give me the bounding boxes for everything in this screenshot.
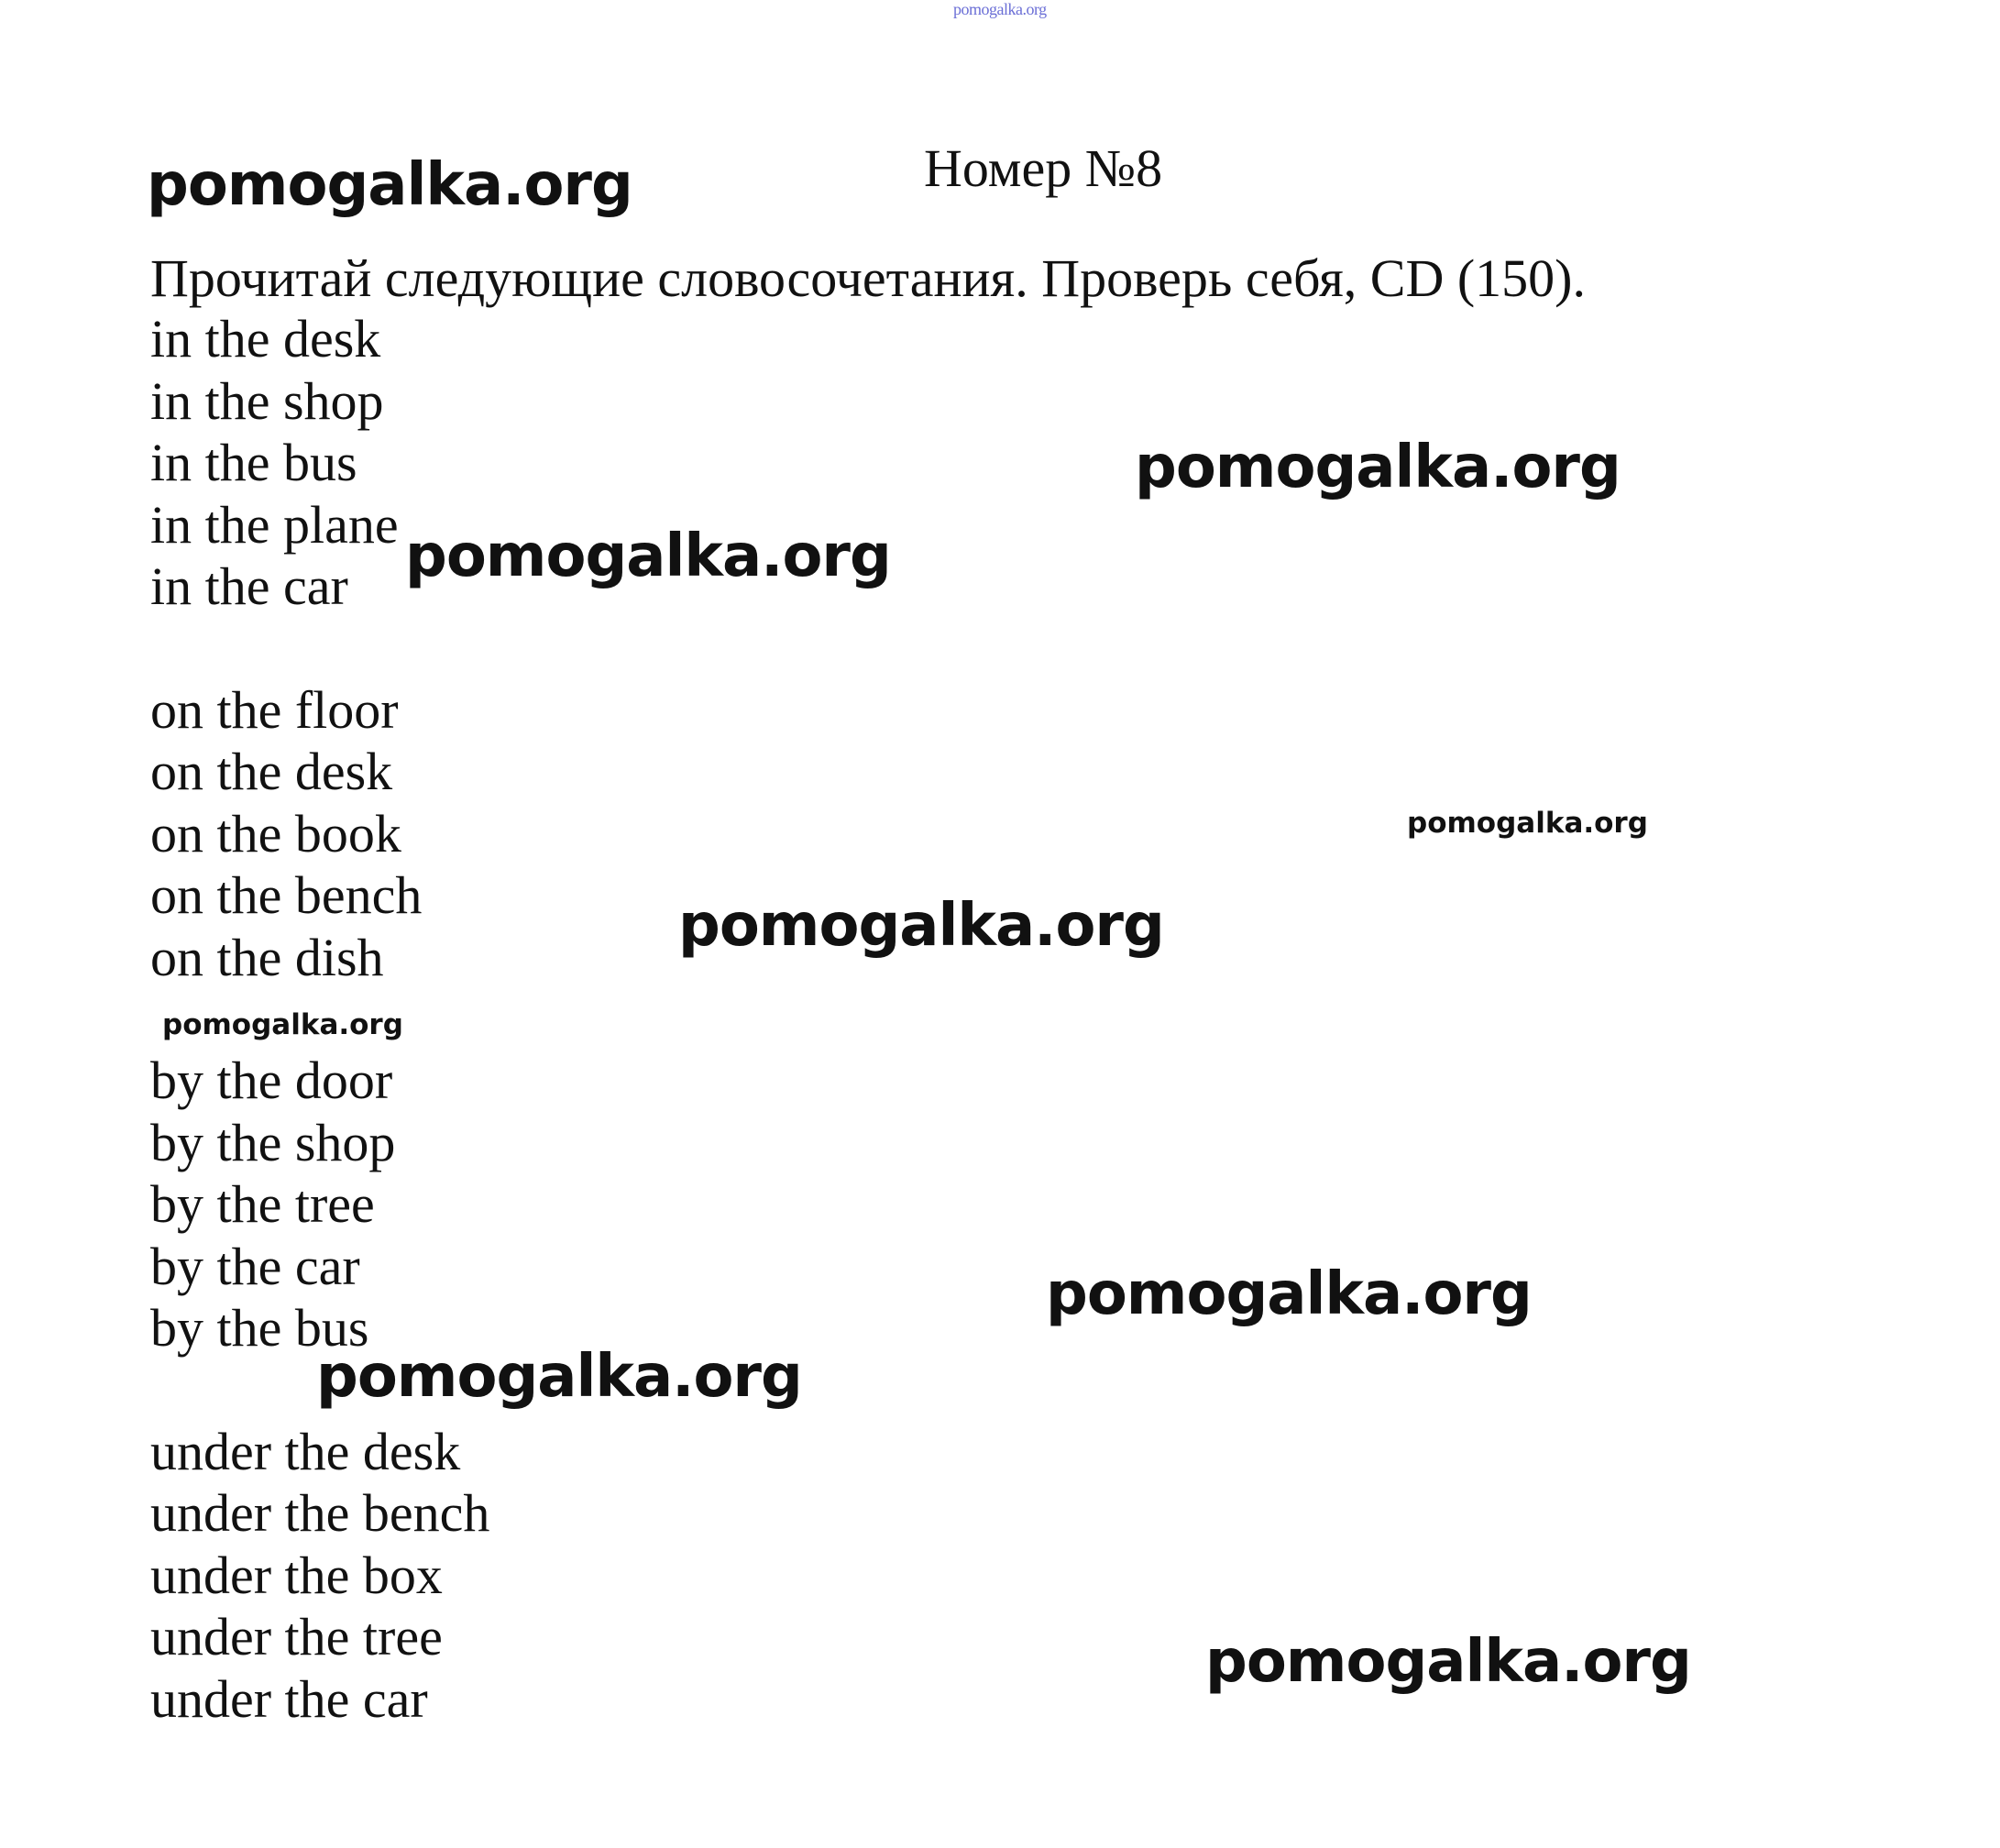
phrase-item: under the tree [150, 1607, 443, 1666]
phrase-item: under the car [150, 1668, 428, 1729]
phrase-group-on [150, 679, 489, 989]
watermark: pomogalka.org [162, 1008, 403, 1041]
page-title: Номер №8 [924, 138, 1163, 198]
instruction-text: Прочитай следующие словосочетания. Проверь себя, CD (150). [150, 248, 1586, 308]
watermark: pomogalka.org [1205, 1628, 1691, 1696]
watermark: pomogalka.org [678, 892, 1164, 960]
watermark: pomogalka.org [316, 1343, 802, 1411]
phrase-group-by [150, 1050, 489, 1359]
phrase-item: in the desk [150, 309, 381, 368]
phrase-item: by the door [150, 1050, 393, 1110]
phrase-item: in the plane [150, 494, 399, 555]
phrase-item: on the dish [150, 927, 384, 987]
phrase-item: on the floor [150, 679, 399, 740]
watermark: pomogalka.org [1407, 807, 1648, 840]
header-watermark: pomogalka.org [953, 0, 1047, 18]
phrase-item: under the desk [150, 1421, 461, 1481]
watermark: pomogalka.org [1046, 1260, 1532, 1328]
phrase-item: on the book [150, 803, 401, 864]
phrase-item: in the bus [150, 433, 357, 492]
phrase-item: by the car [150, 1236, 360, 1296]
watermark: pomogalka.org [1135, 434, 1621, 501]
watermark: pomogalka.org [405, 522, 891, 590]
phrase-item: on the bench [150, 865, 423, 925]
phrase-item: in the shop [150, 370, 384, 431]
phrase-group-under [150, 1421, 489, 1731]
phrase-item: in the car [150, 556, 348, 616]
phrase-item: by the shop [150, 1112, 396, 1172]
phrase-item: by the tree [150, 1174, 375, 1234]
phrase-item: under the box [150, 1545, 443, 1605]
phrase-item: on the desk [150, 742, 393, 801]
watermark: pomogalka.org [147, 151, 632, 219]
phrase-item: under the bench [150, 1483, 490, 1543]
phrase-item: by the bus [150, 1298, 369, 1358]
